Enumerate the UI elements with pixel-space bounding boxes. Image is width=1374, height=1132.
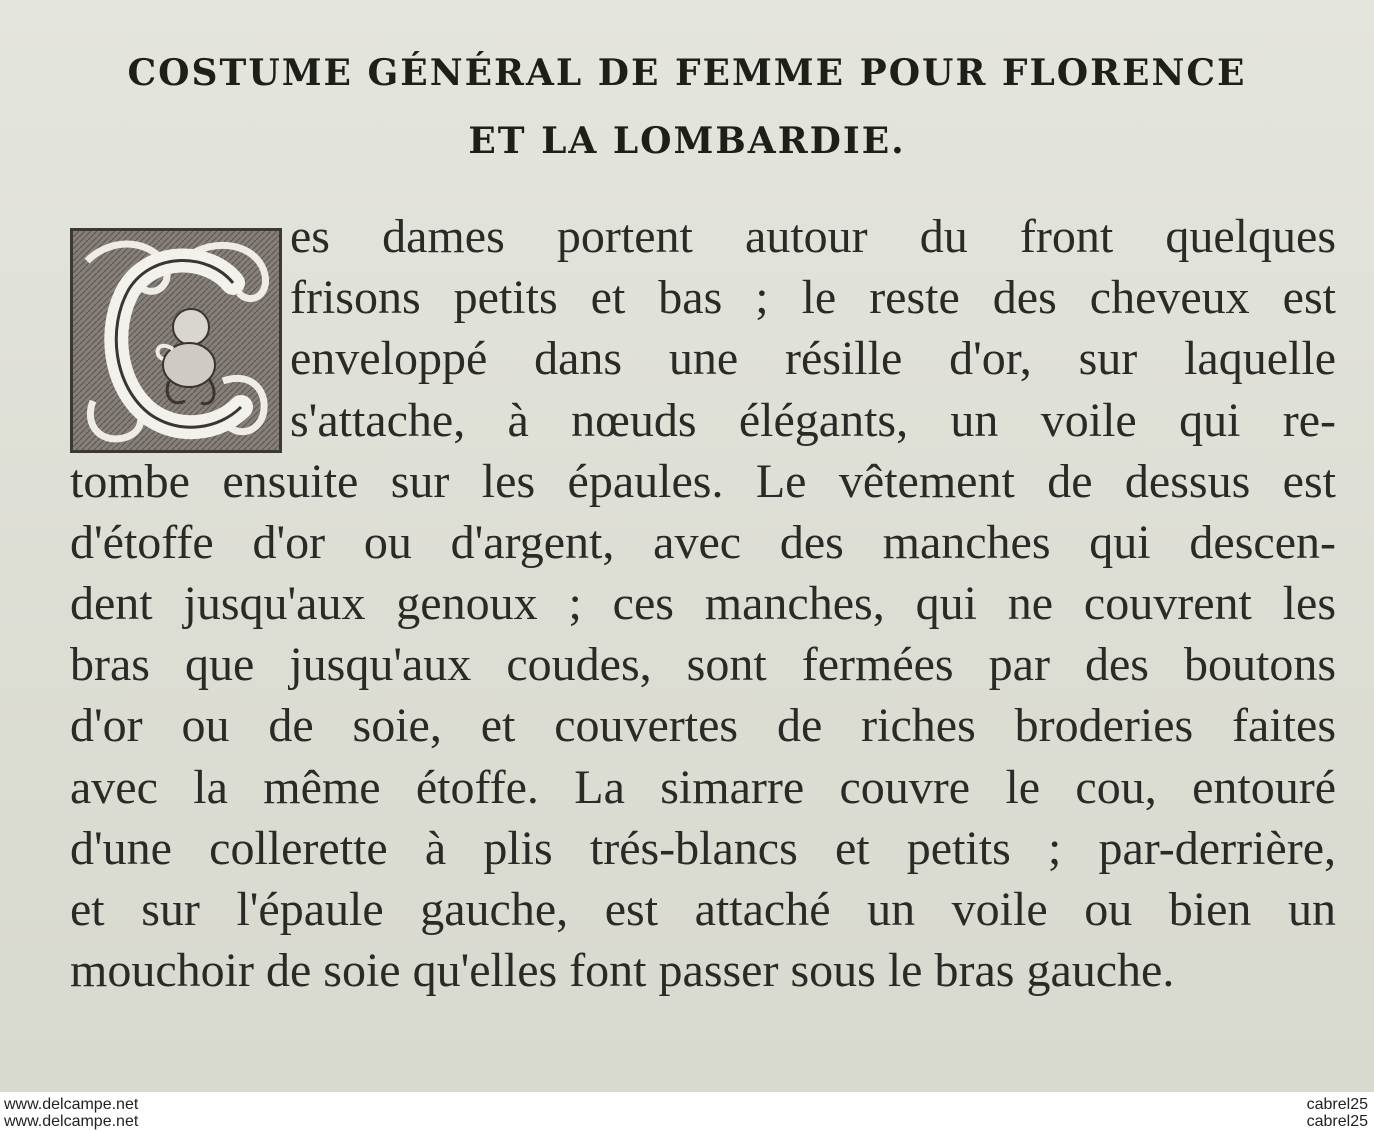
text-line-3: enveloppé dans une résille d'or, sur laquelle bbox=[290, 332, 1336, 385]
text-line-2: frisons petits et bas ; le reste des cheveux est bbox=[290, 271, 1336, 324]
watermark-left-2: www.delcampe.net bbox=[4, 1113, 139, 1130]
watermark-right-2: cabrel25 bbox=[1306, 1113, 1368, 1130]
text-line-12: et sur l'épaule gauche, est attaché un voile ou bien un bbox=[70, 883, 1336, 936]
text-line-9: d'or ou de soie, et couvertes de riches broderies faites bbox=[70, 699, 1336, 752]
text-line-4: s'attache, à nœuds élégants, un voile qui re- bbox=[290, 394, 1336, 447]
watermark-left-1: www.delcampe.net bbox=[4, 1096, 139, 1113]
text-line-10: avec la même étoffe. La simarre couvre le cou, entouré bbox=[70, 761, 1336, 814]
text-line-11: d'une collerette à plis trés-blancs et petits ; par-derrière, bbox=[70, 822, 1336, 875]
text-line-5: tombe ensuite sur les épaules. Le vêtement de dessus est bbox=[70, 455, 1336, 508]
ornamental-drop-cap bbox=[70, 228, 282, 453]
watermark-right-1: cabrel25 bbox=[1306, 1096, 1368, 1113]
text-line-8: bras que jusqu'aux coudes, sont fermées par des boutons bbox=[70, 638, 1336, 691]
text-line-6: d'étoffe d'or ou d'argent, avec des manches qui descen- bbox=[70, 516, 1336, 569]
watermark-strip bbox=[0, 1092, 1374, 1132]
text-line-1: es dames portent autour du front quelques bbox=[290, 210, 1336, 263]
drop-cap-ornament-icon bbox=[73, 231, 279, 450]
chapter-title-line-2: ET LA LOMBARDIE. bbox=[468, 120, 906, 162]
chapter-title-line-1: COSTUME GÉNÉRAL DE FEMME POUR FLORENCE bbox=[127, 52, 1247, 94]
text-line-7: dent jusqu'aux genoux ; ces manches, qui ne couvrent les bbox=[70, 577, 1336, 630]
text-line-13: mouchoir de soie qu'elles font passer sous le bras gauche. bbox=[70, 944, 1175, 997]
